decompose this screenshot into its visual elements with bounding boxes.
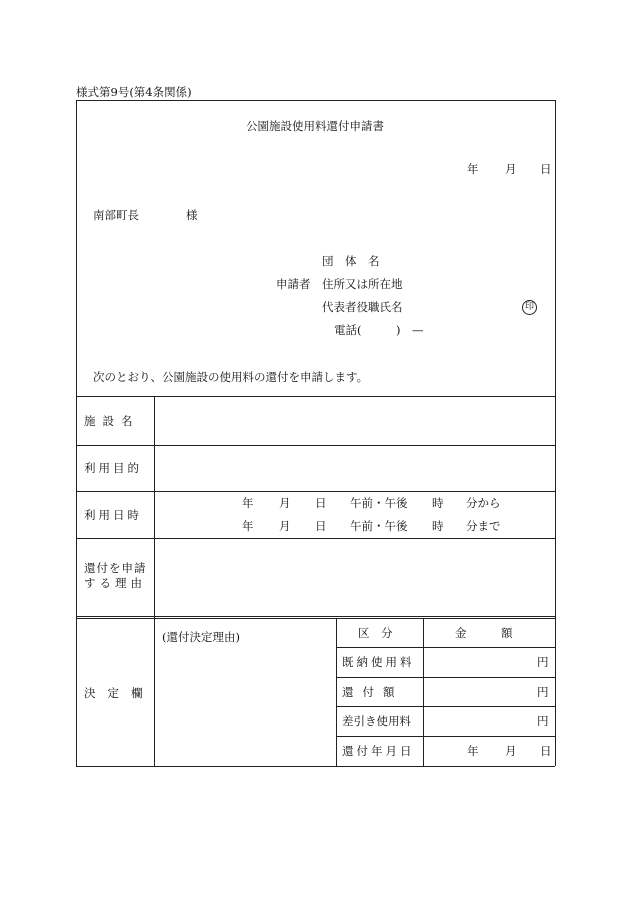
applicant-phone: 電話( ) — [334,323,424,337]
category-header: 区 分 [358,626,393,640]
from-ampm: 午前・午後 [350,496,408,510]
applicant-address-label: 住所又は所在地 [322,277,403,291]
to-ampm: 午前・午後 [350,519,408,533]
decision-line-1 [336,647,555,648]
row-reason-label-1: 還付を申請 [84,561,147,575]
from-day: 日 [315,496,327,510]
to-month: 月 [279,519,291,533]
row-datetime-label: 利用日時 [84,508,142,522]
form-title: 公園施設使用料還付申請書 [246,119,384,133]
to-year: 年 [242,519,254,533]
frame-bottom [76,766,555,767]
table-line-3 [76,491,555,492]
refund-date-day: 日 [540,744,552,758]
refund-date-year: 年 [467,744,479,758]
item-refund-date: 還付年月日 [342,744,415,758]
from-month: 月 [279,496,291,510]
to-minute: 分まで [466,519,501,533]
table-line-4 [76,538,555,539]
from-minute: 分から [466,496,501,510]
from-year: 年 [242,496,254,510]
item-net-fee: 差引き使用料 [342,714,411,728]
yen-refund-amount: 円 [537,685,549,699]
from-hour: 時 [432,496,444,510]
date-day: 日 [540,162,552,176]
decision-reason-label: (還付決定理由) [162,630,240,644]
table-line-1 [76,396,555,397]
frame-left [76,100,77,766]
decision-line-4 [336,736,555,737]
seal-mark: 印 [522,300,537,315]
decision-divider-2 [423,618,424,766]
applicant-representative-label: 代表者役職氏名 [322,300,403,314]
applicant-label: 申請者 [276,277,311,291]
refund-date-month: 月 [505,744,517,758]
addressee-name: 南部町長 [93,208,139,222]
item-paid-fee: 既納使用料 [342,655,415,669]
statement-text: 次のとおり、公園施設の使用料の還付を申請します。 [93,370,369,384]
decision-line-2 [336,677,555,678]
form-number: 様式第9号(第4条関係) [76,85,192,99]
frame-right [555,100,556,766]
to-day: 日 [315,519,327,533]
decision-divider-1 [336,618,337,766]
table-label-divider [154,396,155,766]
table-line-5a [76,616,555,617]
row-reason-label-2: する理由 [84,576,146,590]
applicant-group-name-label: 団 体 名 [322,254,380,268]
row-purpose-label: 利用目的 [84,461,142,475]
table-line-2 [76,445,555,446]
amount-header: 金 額 [455,626,513,640]
decision-label: 決定欄 [84,686,155,700]
item-refund-amount: 還付額 [342,685,404,699]
table-line-5b [76,618,555,619]
decision-line-3 [336,706,555,707]
frame-top [76,100,555,101]
yen-net-fee: 円 [537,714,549,728]
date-year: 年 [467,162,479,176]
yen-paid-fee: 円 [537,655,549,669]
addressee-honorific: 様 [186,208,198,222]
date-month: 月 [505,162,517,176]
row-facility-name-label: 施設名 [84,414,140,428]
to-hour: 時 [432,519,444,533]
